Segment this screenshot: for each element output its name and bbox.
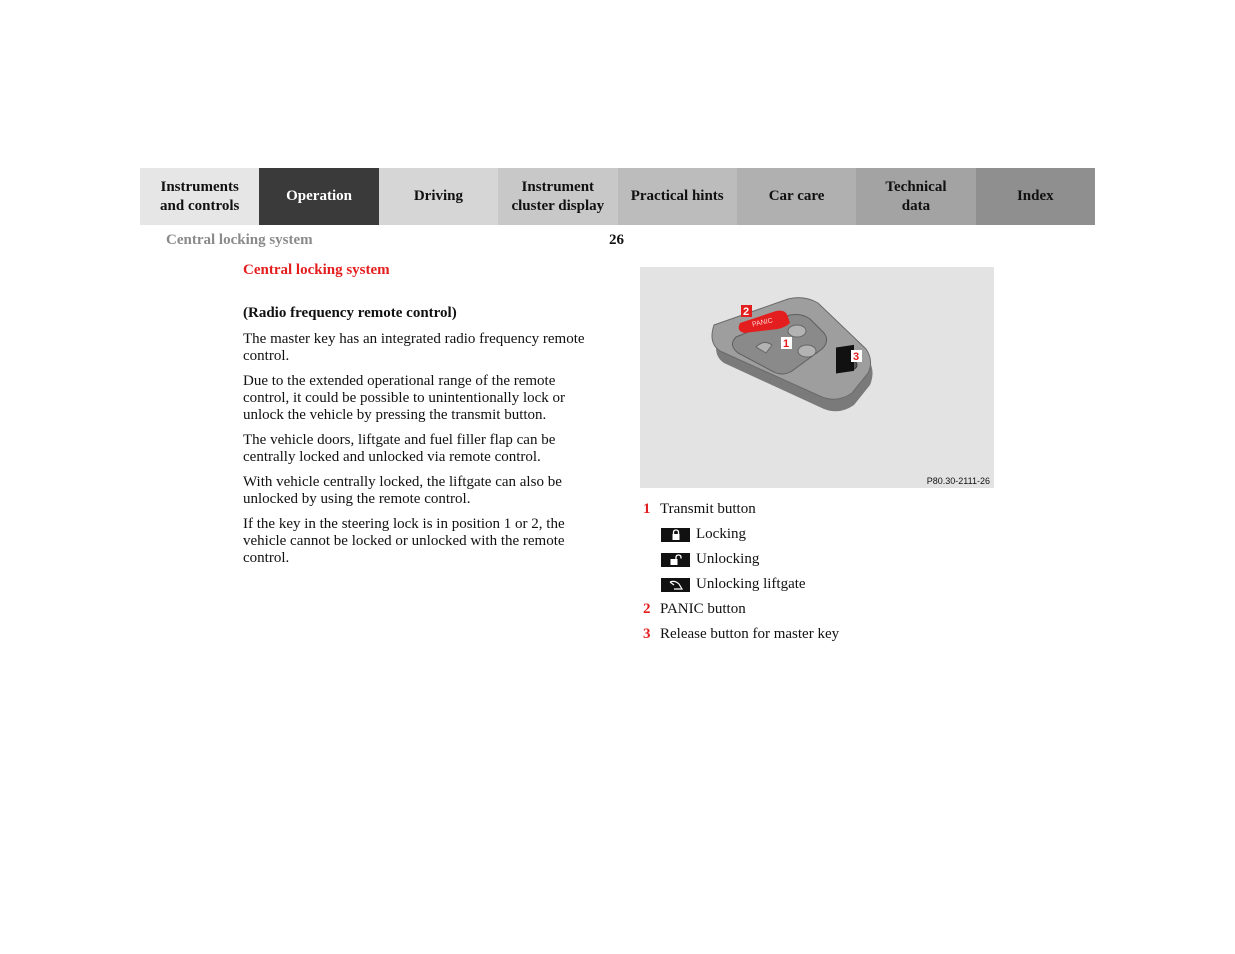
paragraph: The master key has an integrated radio frequency remote control. <box>243 331 585 364</box>
tab-instruments-and-controls[interactable]: Instruments and controls <box>140 168 259 225</box>
paragraph: If the key in the steering lock is in position 1 or 2, the vehicle cannot be locked or unlocked with the remote control. <box>243 516 565 566</box>
tab-operation[interactable]: Operation <box>259 168 378 225</box>
callout-2: 2 <box>743 306 750 318</box>
tab-car-care[interactable]: Car care <box>737 168 856 225</box>
remote-key-figure <box>640 267 994 488</box>
figure-legend <box>643 501 1003 651</box>
paragraph: With vehicle centrally locked, the liftgate can also be unlocked by using the remote control. <box>243 474 562 507</box>
callout-1: 1 <box>783 338 790 350</box>
callout-3: 3 <box>853 351 860 363</box>
running-title: Central locking system <box>166 232 313 248</box>
legend-number: 2 <box>643 601 651 617</box>
legend-item <box>643 501 1003 518</box>
legend-number: 1 <box>643 501 651 517</box>
legend-text: Unlocking <box>696 551 760 567</box>
paragraph: The vehicle doors, liftgate and fuel filler flap can be centrally locked and unlocked via remote control. <box>243 432 556 465</box>
tab-instrument-cluster-display[interactable]: Instrument cluster display <box>498 168 617 225</box>
legend-item <box>643 526 1003 543</box>
legend-text: PANIC button <box>660 601 746 617</box>
paragraph: Due to the extended operational range of the remote control, it could be possible to unintentionally lock or unlock the vehicle by pressing the transmit button. <box>243 373 566 423</box>
subsection-title: (Radio frequency remote control) <box>243 305 457 321</box>
legend-text: Locking <box>696 526 746 542</box>
legend-text: Unlocking liftgate <box>696 576 806 592</box>
legend-item <box>643 551 1003 568</box>
legend-text: Release button for master key <box>660 626 840 642</box>
tab-practical-hints[interactable]: Practical hints <box>618 168 737 225</box>
legend-item <box>643 601 1003 618</box>
liftgate-icon <box>661 578 690 592</box>
lock-open-icon <box>661 553 690 567</box>
legend-item <box>643 576 1003 593</box>
lock-closed-icon <box>661 528 690 542</box>
unlock-button <box>798 345 816 357</box>
tab-driving[interactable]: Driving <box>379 168 498 225</box>
page-number: 26 <box>609 232 624 248</box>
tab-index[interactable]: Index <box>976 168 1095 225</box>
chapter-nav <box>140 168 1095 225</box>
figure-code: P80.30-2111-26 <box>926 476 990 486</box>
panic-text: PANIC <box>751 317 774 329</box>
lock-button <box>788 325 806 337</box>
remote-key-illustration <box>640 267 994 488</box>
legend-number: 3 <box>643 626 651 642</box>
main-text <box>243 262 598 575</box>
tab-technical-data[interactable]: Technical data <box>856 168 975 225</box>
section-title: Central locking system <box>243 262 390 278</box>
legend-item <box>643 626 1003 643</box>
legend-text: Transmit button <box>660 501 756 517</box>
